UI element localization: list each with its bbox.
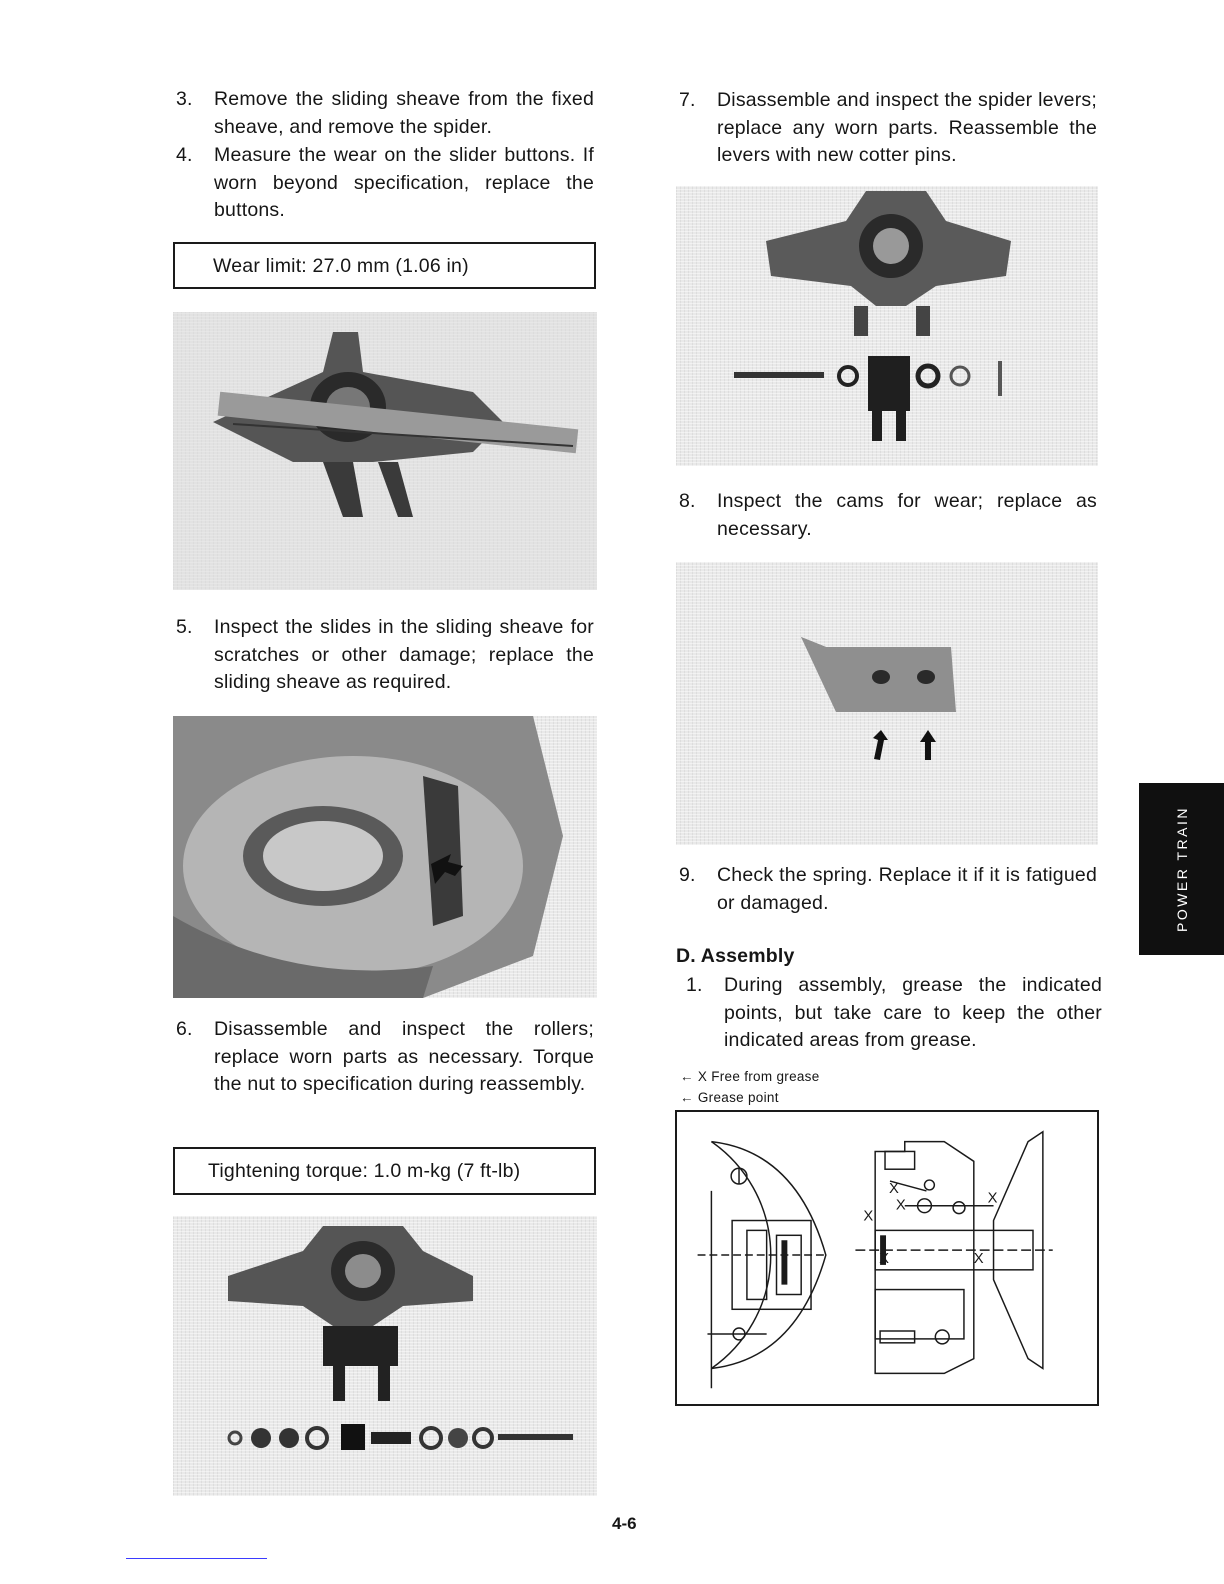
step-number: 9.: [679, 864, 696, 886]
step-number: 4.: [176, 144, 193, 166]
x-marker: X: [888, 1180, 899, 1197]
step-text: Check the spring. Replace it if it is fatigued or damaged.: [717, 864, 1097, 914]
x-marker: X: [863, 1208, 874, 1225]
step-number: 1.: [686, 974, 703, 996]
step-text: Disassemble and inspect the rollers; replace worn parts as necessary. Torque the nut to specification during reassembly.: [214, 1018, 594, 1095]
step-text: During assembly, grease the indicated points, but take care to keep the other indicated areas from grease.: [724, 974, 1102, 1051]
page-number: 4-6: [612, 1514, 637, 1533]
photo-spider-levers: [676, 186, 1098, 466]
step-8: [679, 488, 1097, 543]
assembly-diagram: [675, 1110, 1099, 1406]
step-number: 7.: [679, 89, 696, 111]
step-text: Disassemble and inspect the spider levers; replace any worn parts. Reassemble the levers with new cotter pins.: [717, 89, 1097, 166]
photo-cam: [676, 562, 1098, 845]
side-tab-power-train: [1139, 783, 1224, 955]
step-6: [176, 1016, 594, 1099]
caliper-illustration: [173, 312, 597, 590]
assembly-step-1: [686, 972, 1102, 1055]
step-4: [176, 142, 594, 225]
step-7: [679, 87, 1097, 170]
step-text: Inspect the slides in the sliding sheave for scratches or other damage; replace the sliding sheave as required.: [214, 616, 594, 693]
legend-grease-point: ← Grease point: [680, 1090, 779, 1105]
step-number: 8.: [679, 490, 696, 512]
x-marker: X: [895, 1197, 906, 1214]
sheave-illustration: [173, 716, 597, 998]
step-text: Remove the sliding sheave from the fixed sheave, and remove the spider.: [214, 88, 594, 138]
tightening-torque-box: [173, 1147, 596, 1195]
step-9: [679, 862, 1097, 917]
spider-levers-illustration: [676, 186, 1098, 466]
step-number: 3.: [176, 88, 193, 110]
cam-illustration: [676, 562, 1098, 845]
x-marker: X: [987, 1190, 998, 1207]
step-5: [176, 614, 594, 697]
step-3: [176, 86, 594, 141]
x-marker: X: [879, 1250, 889, 1267]
step-text: Inspect the cams for wear; replace as necessary.: [717, 490, 1097, 540]
tightening-torque-text: Tightening torque: 1.0 m-kg (7 ft-lb): [208, 1160, 521, 1182]
step-number: 5.: [176, 616, 193, 638]
clutch-cross-section: [677, 1112, 1097, 1404]
footer-link-underline: [126, 1558, 267, 1559]
wear-limit-text: Wear limit: 27.0 mm (1.06 in): [213, 255, 469, 277]
photo-roller-parts: [173, 1216, 597, 1496]
x-marker: X: [973, 1250, 984, 1267]
step-text: Measure the wear on the slider buttons. If worn beyond specification, replace the buttons.: [214, 144, 594, 221]
photo-slider-button-measurement: [173, 312, 597, 590]
roller-parts-illustration: [173, 1216, 597, 1496]
step-number: 6.: [176, 1018, 193, 1040]
section-heading-assembly: D. Assembly: [676, 945, 795, 967]
wear-limit-box: [173, 242, 596, 289]
side-tab-label: POWER TRAIN: [1173, 805, 1190, 933]
legend-free-from-grease: ← X Free from grease: [680, 1069, 820, 1084]
photo-sliding-sheave: [173, 716, 597, 998]
